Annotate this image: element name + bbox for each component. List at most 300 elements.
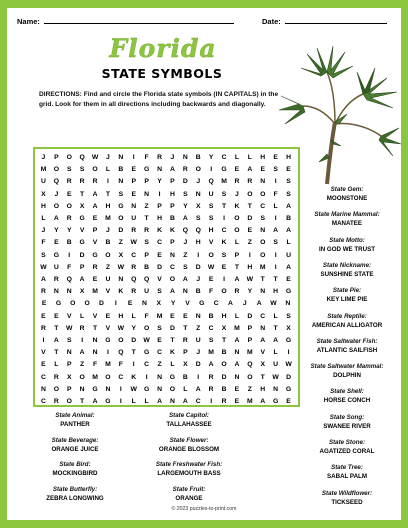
grid-letter[interactable]: B — [144, 263, 150, 271]
grid-letter[interactable]: O — [260, 251, 266, 259]
grid-letter[interactable]: O — [260, 239, 266, 247]
grid-letter[interactable]: B — [169, 215, 175, 222]
grid-letter[interactable]: S — [221, 190, 227, 198]
grid-letter[interactable]: F — [144, 154, 149, 161]
grid-letter[interactable]: I — [210, 166, 213, 174]
grid-letter[interactable]: L — [234, 154, 240, 161]
grid-letter[interactable]: S — [66, 337, 72, 344]
grid-letter[interactable]: A — [234, 276, 240, 283]
grid-letter[interactable]: G — [169, 373, 176, 381]
grid-letter[interactable]: R — [234, 288, 240, 296]
grid-letter[interactable]: X — [221, 324, 227, 332]
grid-letter[interactable]: W — [270, 300, 277, 308]
grid-letter[interactable]: A — [92, 202, 98, 210]
grid-letter[interactable]: I — [287, 349, 290, 357]
grid-letter[interactable]: N — [285, 300, 291, 308]
grid-letter[interactable]: P — [79, 263, 85, 271]
grid-letter[interactable]: Y — [54, 227, 59, 235]
grid-letter[interactable]: J — [235, 190, 239, 198]
grid-letter[interactable]: C — [221, 227, 227, 235]
grid-letter[interactable]: G — [53, 251, 59, 259]
grid-letter[interactable]: U — [208, 190, 214, 198]
grid-letter[interactable]: R — [131, 227, 137, 235]
grid-letter[interactable]: P — [92, 227, 98, 235]
grid-letter[interactable]: L — [144, 398, 149, 405]
grid-letter[interactable]: E — [183, 312, 188, 320]
grid-letter[interactable]: N — [92, 349, 98, 357]
grid-letter[interactable]: D — [169, 324, 175, 332]
grid-letter[interactable]: I — [132, 154, 135, 161]
grid-letter[interactable]: N — [260, 227, 266, 235]
grid-letter[interactable]: M — [247, 398, 253, 405]
grid-letter[interactable]: P — [66, 385, 72, 393]
grid-letter[interactable]: N — [142, 300, 147, 308]
grid-letter[interactable]: R — [221, 398, 227, 405]
grid-letter[interactable]: O — [70, 300, 76, 308]
grid-letter[interactable]: L — [54, 361, 59, 369]
grid-letter[interactable]: F — [273, 190, 278, 198]
grid-letter[interactable]: R — [208, 385, 214, 393]
grid-letter[interactable]: M — [105, 215, 111, 222]
grid-letter[interactable]: S — [79, 166, 85, 174]
grid-letter[interactable]: U — [144, 288, 150, 296]
grid-letter[interactable]: S — [208, 202, 214, 210]
grid-letter[interactable]: Z — [196, 324, 201, 332]
grid-letter[interactable]: D — [286, 373, 291, 381]
grid-letter[interactable]: H — [157, 215, 162, 222]
grid-letter[interactable]: V — [41, 349, 46, 357]
grid-letter[interactable]: B — [195, 154, 201, 161]
grid-letter[interactable]: V — [66, 312, 72, 320]
grid-letter[interactable]: G — [55, 300, 62, 308]
grid-letter[interactable]: C — [208, 324, 214, 332]
grid-letter[interactable]: G — [118, 202, 124, 210]
grid-letter[interactable]: L — [273, 312, 278, 320]
grid-letter[interactable]: K — [169, 227, 175, 235]
grid-letter[interactable]: A — [169, 288, 175, 296]
grid-letter[interactable]: X — [260, 361, 266, 369]
grid-letter[interactable]: S — [221, 251, 227, 259]
grid-letter[interactable]: F — [41, 239, 46, 247]
grid-letter[interactable]: W — [246, 276, 254, 283]
grid-letter[interactable]: W — [117, 324, 125, 332]
grid-letter[interactable]: N — [273, 385, 279, 393]
grid-letter[interactable]: B — [182, 373, 188, 381]
grid-letter[interactable]: Y — [170, 300, 176, 308]
grid-letter[interactable]: T — [80, 398, 85, 405]
grid-letter[interactable]: O — [53, 385, 59, 393]
grid-letter[interactable]: D — [182, 178, 188, 186]
grid-letter[interactable]: E — [66, 190, 72, 198]
grid-letter[interactable]: E — [234, 166, 240, 174]
grid-letter[interactable]: J — [196, 349, 201, 357]
grid-letter[interactable]: N — [260, 288, 266, 296]
grid-letter[interactable]: T — [80, 190, 85, 198]
grid-letter[interactable]: S — [183, 190, 188, 198]
grid-letter[interactable]: M — [247, 349, 253, 357]
grid-letter[interactable]: N — [118, 276, 124, 283]
grid-letter[interactable]: P — [144, 178, 149, 186]
grid-letter[interactable]: R — [53, 373, 59, 381]
grid-letter[interactable]: P — [54, 154, 59, 161]
grid-letter[interactable]: R — [40, 288, 46, 296]
grid-letter[interactable]: V — [157, 276, 162, 283]
grid-letter[interactable]: A — [286, 202, 291, 210]
grid-letter[interactable]: E — [234, 398, 240, 405]
grid-letter[interactable]: W — [66, 324, 73, 332]
grid-letter[interactable]: T — [234, 263, 240, 271]
grid-letter[interactable]: R — [66, 215, 72, 222]
grid-letter[interactable]: V — [79, 227, 85, 235]
grid-letter[interactable]: C — [213, 300, 219, 308]
grid-letter[interactable]: N — [234, 349, 240, 357]
grid-letter[interactable]: C — [169, 263, 175, 271]
grid-letter[interactable]: V — [185, 300, 190, 308]
grid-letter[interactable]: W — [40, 263, 47, 271]
grid-letter[interactable]: S — [183, 263, 188, 271]
grid-letter[interactable]: I — [210, 398, 213, 405]
grid-letter[interactable]: I — [145, 373, 148, 381]
grid-letter[interactable]: N — [118, 154, 124, 161]
grid-letter[interactable]: G — [272, 398, 279, 405]
grid-letter[interactable]: L — [131, 398, 136, 405]
grid-letter[interactable]: N — [92, 337, 98, 344]
grid-letter[interactable]: B — [195, 288, 201, 296]
grid-letter[interactable]: E — [131, 190, 137, 198]
grid-letter[interactable]: A — [79, 349, 85, 357]
grid-letter[interactable]: S — [208, 337, 214, 344]
grid-letter[interactable]: O — [221, 288, 227, 296]
grid-letter[interactable]: U — [195, 337, 201, 344]
grid-letter[interactable]: T — [131, 349, 136, 357]
grid-letter[interactable]: H — [260, 154, 266, 161]
grid-letter[interactable]: J — [196, 178, 201, 186]
grid-letter[interactable]: B — [118, 166, 124, 174]
grid-letter[interactable]: B — [286, 215, 291, 222]
grid-letter[interactable]: I — [223, 215, 225, 222]
grid-letter[interactable]: U — [40, 178, 46, 186]
grid-letter[interactable]: O — [79, 373, 85, 381]
grid-letter[interactable]: G — [79, 239, 85, 247]
grid-letter[interactable]: R — [40, 324, 46, 332]
grid-letter[interactable]: L — [80, 312, 85, 320]
grid-letter[interactable]: E — [170, 312, 175, 320]
grid-letter[interactable]: A — [157, 398, 162, 405]
grid-letter[interactable]: N — [66, 288, 72, 296]
grid-letter[interactable]: O — [208, 251, 214, 259]
grid-letter[interactable]: D — [195, 263, 201, 271]
grid-letter[interactable]: B — [66, 239, 72, 247]
grid-letter[interactable]: S — [273, 166, 278, 174]
grid-letter[interactable]: N — [66, 349, 72, 357]
grid-letter[interactable]: D — [247, 215, 253, 222]
grid-letter[interactable]: A — [260, 337, 266, 344]
grid-letter[interactable]: Y — [247, 288, 253, 296]
grid-letter[interactable]: L — [234, 312, 240, 320]
grid-letter[interactable]: X — [118, 251, 124, 259]
grid-letter[interactable]: N — [195, 312, 201, 320]
grid-letter[interactable]: O — [66, 398, 72, 405]
grid-letter[interactable]: P — [170, 239, 175, 247]
grid-letter[interactable]: A — [195, 385, 201, 393]
grid-letter[interactable]: G — [92, 251, 98, 259]
grid-letter[interactable]: I — [274, 178, 277, 186]
grid-letter[interactable]: D — [247, 312, 253, 320]
grid-letter[interactable]: E — [234, 385, 240, 393]
grid-letter[interactable]: C — [221, 154, 227, 161]
grid-letter[interactable]: T — [273, 324, 278, 332]
grid-letter[interactable]: L — [170, 361, 175, 369]
grid-letter[interactable]: M — [234, 324, 240, 332]
grid-letter[interactable]: J — [41, 227, 46, 235]
grid-letter[interactable]: T — [260, 276, 265, 283]
grid-letter[interactable]: L — [247, 154, 252, 161]
grid-letter[interactable]: D — [195, 361, 201, 369]
grid-letter[interactable]: Z — [183, 251, 188, 259]
grid-letter[interactable]: O — [105, 373, 111, 381]
grid-letter[interactable]: Z — [118, 239, 123, 247]
grid-letter[interactable]: O — [169, 276, 176, 283]
grid-letter[interactable]: B — [105, 239, 111, 247]
grid-letter[interactable]: G — [105, 398, 111, 405]
grid-letter[interactable]: D — [118, 227, 124, 235]
grid-letter[interactable]: W — [272, 373, 279, 381]
grid-letter[interactable]: E — [286, 276, 291, 283]
grid-letter[interactable]: R — [182, 166, 188, 174]
grid-letter[interactable]: N — [144, 190, 150, 198]
grid-letter[interactable]: Y — [157, 178, 162, 186]
grid-letter[interactable]: N — [260, 324, 266, 332]
grid-letter[interactable]: W — [207, 263, 215, 271]
grid-letter[interactable]: L — [234, 239, 240, 247]
grid-letter[interactable]: R — [79, 324, 85, 332]
grid-letter[interactable]: U — [131, 215, 137, 222]
grid-letter[interactable]: Q — [208, 178, 214, 186]
grid-letter[interactable]: A — [182, 398, 188, 405]
grid-letter[interactable]: E — [54, 239, 59, 247]
grid-letter[interactable]: P — [183, 349, 188, 357]
grid-letter[interactable]: K — [118, 288, 124, 296]
grid-letter[interactable]: N — [40, 385, 46, 393]
grid-letter[interactable]: S — [260, 215, 266, 222]
grid-letter[interactable]: I — [81, 337, 84, 344]
grid-letter[interactable]: E — [41, 300, 47, 308]
grid-letter[interactable]: L — [41, 215, 46, 222]
grid-letter[interactable]: E — [286, 398, 291, 405]
grid-letter[interactable]: S — [118, 190, 124, 198]
grid-letter[interactable]: H — [221, 312, 227, 320]
grid-letter[interactable]: O — [234, 227, 240, 235]
grid-letter[interactable]: C — [40, 398, 46, 405]
grid-letter[interactable]: H — [195, 239, 201, 247]
grid-letter[interactable]: E — [41, 361, 46, 369]
grid-letter[interactable]: E — [247, 227, 253, 235]
grid-letter[interactable]: G — [199, 300, 205, 308]
grid-letter[interactable]: D — [221, 373, 227, 381]
grid-letter[interactable]: A — [260, 398, 266, 405]
grid-letter[interactable]: A — [273, 227, 279, 235]
grid-letter[interactable]: W — [117, 263, 125, 271]
grid-letter[interactable]: M — [156, 312, 163, 320]
grid-letter[interactable]: L — [183, 385, 188, 393]
grid-letter[interactable]: A — [53, 337, 59, 344]
grid-letter[interactable]: T — [105, 190, 111, 198]
grid-letter[interactable]: M — [221, 178, 227, 186]
grid-letter[interactable]: O — [221, 361, 227, 369]
grid-letter[interactable]: J — [183, 239, 188, 247]
grid-letter[interactable]: G — [79, 215, 85, 222]
grid-letter[interactable]: R — [92, 263, 98, 271]
grid-letter[interactable]: V — [260, 349, 266, 357]
grid-letter[interactable]: J — [242, 300, 247, 308]
grid-letter[interactable]: A — [92, 398, 98, 405]
grid-letter[interactable]: C — [118, 373, 124, 381]
grid-letter[interactable]: X — [195, 202, 201, 210]
grid-letter[interactable]: O — [84, 300, 90, 308]
grid-letter[interactable]: O — [234, 215, 240, 222]
grid-letter[interactable]: E — [127, 300, 133, 308]
grid-letter[interactable]: H — [118, 312, 124, 320]
grid-letter[interactable]: R — [247, 178, 253, 186]
grid-letter[interactable]: O — [260, 190, 266, 198]
grid-letter[interactable]: I — [68, 251, 71, 259]
grid-letter[interactable]: R — [92, 178, 98, 186]
grid-letter[interactable]: I — [197, 373, 200, 381]
grid-letter[interactable]: A — [92, 190, 98, 198]
grid-letter[interactable]: R — [66, 178, 72, 186]
grid-letter[interactable]: W — [130, 385, 137, 393]
grid-letter[interactable]: U — [273, 361, 279, 369]
grid-letter[interactable]: C — [144, 361, 150, 369]
grid-letter[interactable]: K — [234, 202, 240, 210]
grid-letter[interactable]: A — [79, 276, 85, 283]
grid-letter[interactable]: Q — [66, 276, 72, 283]
grid-letter[interactable]: R — [182, 337, 188, 344]
grid-letter[interactable]: F — [144, 312, 149, 320]
grid-letter[interactable]: N — [157, 385, 162, 393]
grid-letter[interactable]: Q — [131, 276, 137, 283]
grid-letter[interactable]: T — [221, 337, 227, 344]
grid-letter[interactable]: M — [259, 263, 266, 271]
grid-letter[interactable]: J — [41, 154, 46, 161]
date-field[interactable] — [262, 16, 387, 26]
grid-letter[interactable]: N — [157, 166, 162, 174]
grid-letter[interactable]: C — [157, 239, 162, 247]
grid-letter[interactable]: M — [208, 349, 214, 357]
grid-letter[interactable]: I — [132, 361, 135, 369]
grid-letter[interactable]: I — [248, 251, 251, 259]
grid-letter[interactable]: O — [53, 202, 59, 210]
grid-letter[interactable]: D — [99, 300, 104, 308]
grid-letter[interactable]: N — [169, 398, 175, 405]
grid-letter[interactable]: V — [105, 324, 111, 332]
grid-letter[interactable]: G — [143, 349, 150, 357]
grid-letter[interactable]: N — [169, 251, 175, 259]
grid-letter[interactable]: R — [79, 178, 85, 186]
grid-letter[interactable]: P — [144, 251, 149, 259]
grid-letter[interactable]: O — [92, 166, 98, 174]
grid-letter[interactable]: B — [221, 385, 227, 393]
grid-letter[interactable]: R — [144, 227, 150, 235]
grid-letter[interactable]: Q — [195, 227, 201, 235]
grid-letter[interactable]: G — [285, 385, 292, 393]
grid-letter[interactable]: M — [40, 166, 47, 174]
grid-letter[interactable]: N — [234, 373, 240, 381]
grid-letter[interactable]: G — [105, 337, 111, 344]
grid-letter[interactable]: H — [169, 190, 175, 198]
grid-letter[interactable]: T — [54, 324, 59, 332]
grid-letter[interactable]: E — [131, 166, 137, 174]
grid-letter[interactable]: A — [256, 300, 262, 308]
grid-letter[interactable]: P — [234, 251, 240, 259]
grid-letter[interactable]: L — [273, 349, 278, 357]
grid-letter[interactable]: L — [105, 166, 111, 174]
grid-letter[interactable]: D — [79, 251, 85, 259]
grid-letter[interactable]: I — [274, 215, 277, 222]
grid-letter[interactable]: E — [157, 337, 162, 344]
grid-letter[interactable]: O — [105, 251, 111, 259]
grid-letter[interactable]: E — [208, 276, 214, 283]
grid-letter[interactable]: I — [197, 251, 200, 259]
grid-letter[interactable]: S — [144, 239, 149, 247]
grid-letter[interactable]: T — [92, 324, 98, 332]
grid-letter[interactable]: S — [286, 312, 291, 320]
grid-letter[interactable]: X — [156, 300, 162, 308]
grid-letter[interactable]: A — [182, 276, 188, 283]
grid-letter[interactable]: N — [195, 190, 201, 198]
grid-letter[interactable]: O — [169, 385, 176, 393]
grid-letter[interactable]: X — [79, 202, 85, 210]
grid-letter[interactable]: N — [182, 288, 188, 296]
grid-letter[interactable]: E — [221, 263, 227, 271]
grid-letter[interactable]: S — [195, 215, 201, 222]
grid-letter[interactable]: S — [66, 166, 72, 174]
grid-letter[interactable]: A — [286, 227, 291, 235]
grid-letter[interactable]: Y — [131, 324, 137, 332]
grid-letter[interactable]: J — [106, 154, 110, 161]
grid-letter[interactable]: T — [170, 337, 175, 344]
grid-letter[interactable]: M — [92, 288, 98, 296]
grid-letter[interactable]: T — [54, 349, 59, 357]
grid-letter[interactable]: N — [182, 154, 188, 161]
grid-letter[interactable]: D — [157, 263, 162, 271]
grid-letter[interactable]: E — [286, 166, 291, 174]
grid-letter[interactable]: W — [143, 337, 150, 344]
grid-letter[interactable]: G — [285, 288, 292, 296]
grid-letter[interactable]: R — [53, 276, 59, 283]
grid-letter[interactable]: E — [41, 312, 46, 320]
grid-letter[interactable]: S — [208, 215, 214, 222]
grid-letter[interactable]: P — [131, 178, 137, 186]
grid-letter[interactable]: I — [107, 178, 109, 186]
grid-letter[interactable]: Q — [79, 154, 85, 161]
grid-letter[interactable]: E — [105, 312, 111, 320]
grid-letter[interactable]: E — [157, 251, 162, 259]
grid-letter[interactable]: O — [118, 215, 124, 222]
grid-letter[interactable]: V — [92, 312, 98, 320]
grid-letter[interactable]: G — [92, 385, 98, 393]
grid-letter[interactable]: S — [273, 239, 278, 247]
grid-letter[interactable]: H — [105, 202, 111, 210]
grid-letter[interactable]: A — [273, 337, 279, 344]
grid-letter[interactable]: S — [286, 190, 291, 198]
grid-letter[interactable]: E — [92, 276, 98, 283]
grid-letter[interactable]: Q — [247, 361, 253, 369]
grid-letter[interactable]: I — [223, 276, 225, 283]
grid-letter[interactable]: U — [105, 276, 111, 283]
grid-letter[interactable]: L — [286, 239, 291, 247]
grid-letter[interactable]: A — [169, 166, 175, 174]
